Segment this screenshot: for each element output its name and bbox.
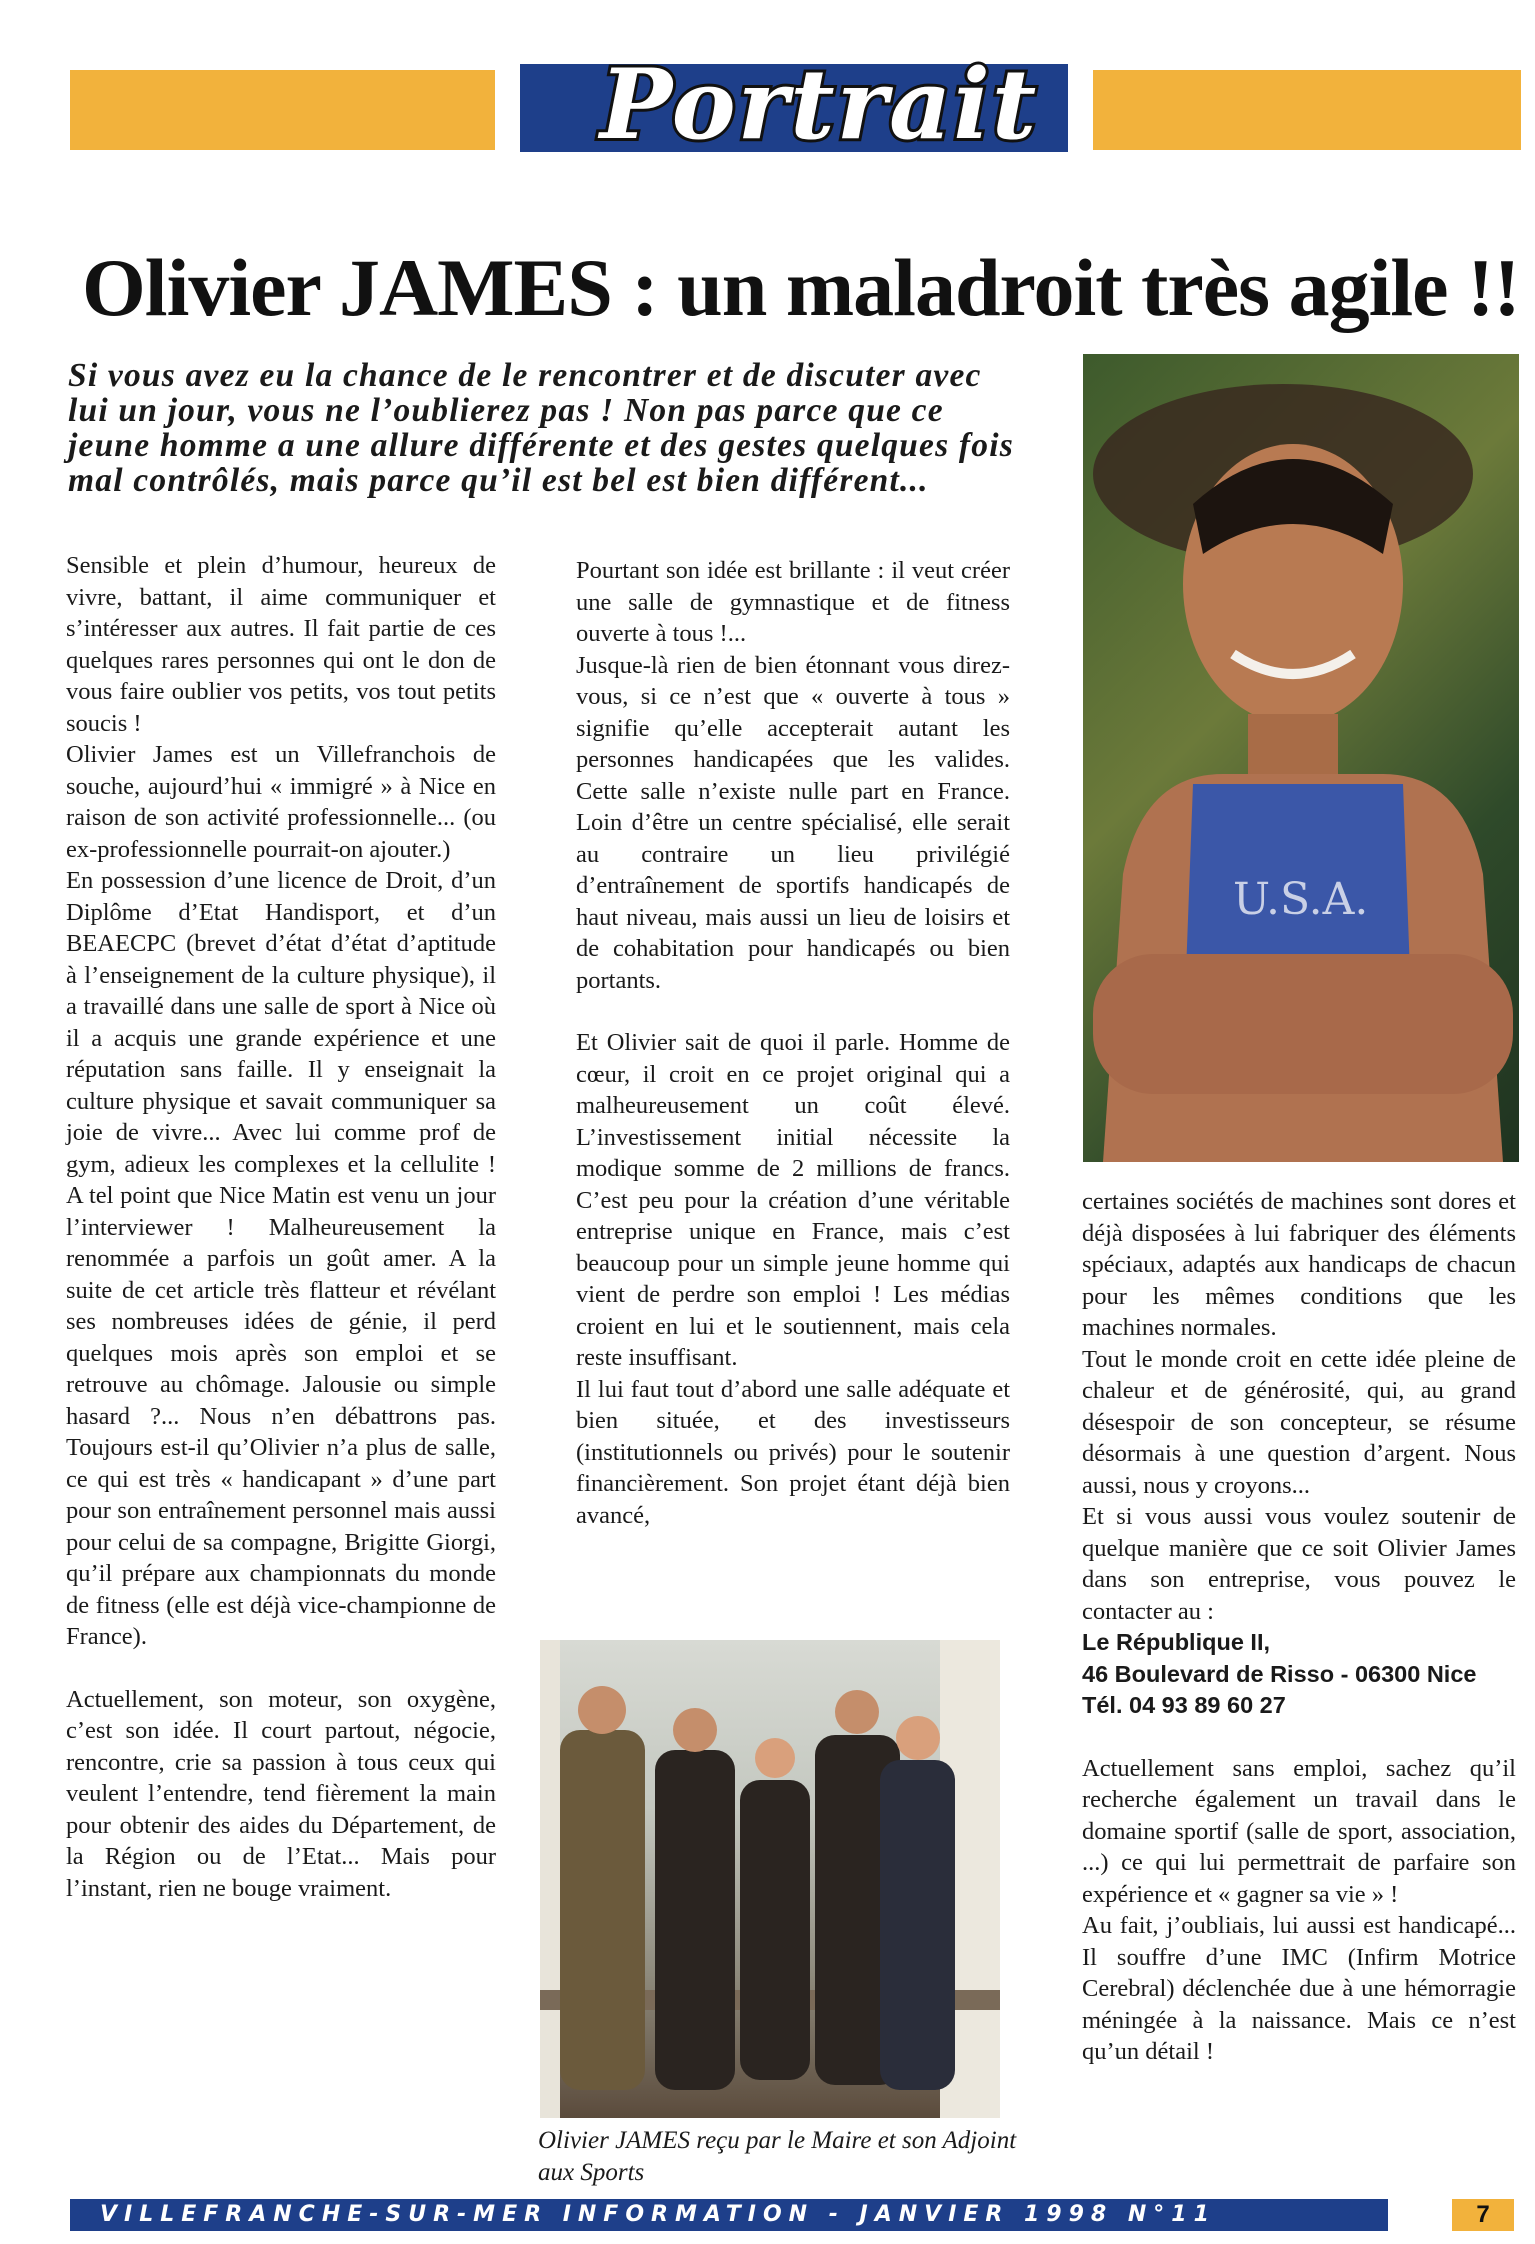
paragraph: Actuellement, son moteur, son oxygène, c’est son idée. Il court partout, négocie, rencontre, crie sa passion à tous ceux qui veulent l’entendre, tend fièrement la main pour obtenir des aides du Département, de la Région ou de l’Etat... Mais pour l’instant, rien ne bouge vraiment. <box>66 1685 496 1902</box>
paragraph: Il lui faut tout d’abord une salle adéquate et bien située, et des investisseurs (institutionnels ou privés) pour le soutenir financièrement. Son projet étant déjà bien avancé, <box>576 1375 1010 1529</box>
section-heading: Portrait <box>600 48 1039 161</box>
paragraph: En possession d’une licence de Droit, d’un Diplôme d’Etat Handisport, et d’un BEAECPC (brevet d’état d’état d’aptitude à l’enseignement de la culture physique), il a travaillé dans une salle de sport à Nice où il a acquis une grande expérience et une réputation sans faille. Il y enseignait la culture physique et savait communiquer sa joie de vivre... Avec lui comme prof de gym, adieux les complexes et la cellulite ! A tel point que Nice Matin est venu un jour l’interviewer ! Malheureusement la renommée a parfois un goût amer. A la suite de cet article très flatteur et révélant ses nombreuses idées de génie, il perd quelques mois après son emploi et se retrouve au chômage. Jalousie ou simple hasard ?... Nous n’en débattrons pas. Toujours est-il qu’Olivier n’a plus de salle, ce qui est très « handicapant » d’une part pour son entraînement personnel mais aussi pour celui de sa compagne, Brigitte Giorgi, qu’il prépare aux championnats du monde de fitness (elle est déjà vice-championne de France). <box>66 867 496 1650</box>
paragraph: certaines sociétés de machines sont dores et déjà disposées à lui fabriquer des éléments spéciaux, adaptés aux handicaps de chacun pour les mêmes conditions que les machines normales. <box>1082 1188 1516 1341</box>
paragraph: Tout le monde croit en cette idée pleine de chaleur et de générosité, qui, au grand désespoir de son concepteur, se résume désormais à une question d’argent. Nous aussi, nous y croyons... <box>1082 1345 1516 1499</box>
contact-name: Le République II, <box>1082 1629 1271 1655</box>
photo-caption: Olivier JAMES reçu par le Maire et son Adjoint aux Sports <box>538 2127 1017 2186</box>
paragraph: Et si vous aussi vous voulez soutenir de quelque manière que ce soit Olivier James dans son entreprise, vous pouvez le contacter au : <box>1082 1503 1516 1625</box>
contact-address: 46 Boulevard de Risso - 06300 Nice <box>1082 1660 1477 1687</box>
footer-publication: VILLEFRANCHE-SUR-MER INFORMATION - JANVIER 1998 N°11 <box>100 2202 1216 2227</box>
paragraph: Pourtant son idée est brillante : il veut créer une salle de gymnastique et de fitness ouverte à tous !... <box>576 557 1010 647</box>
contact-phone: Tél. 04 93 89 60 27 <box>1082 1692 1286 1718</box>
article-column-1 <box>66 550 496 1904</box>
page-number: 7 <box>1452 2199 1514 2231</box>
paragraph: Sensible et plein d’humour, heureux de vivre, battant, il aime communiquer et s’intéresser aux autres. Il fait partie de ces quelques rares personnes qui ont le don de vous faire oublier vos petits, vos tout petits soucis ! <box>66 552 496 737</box>
paragraph: Et Olivier sait de quoi il parle. Homme de cœur, il croit en ce projet original qui a malheureusement un coût élevé. L’investissement initial nécessite la modique somme de 2 millions de francs. C’est peu pour la création d’une véritable entreprise unique en France, mais c’est beaucoup pour un simple jeune homme qui vient de perdre son emploi ! Les médias croient en lui et le soutiennent, mais cela reste insuffisant. <box>576 1029 1010 1371</box>
portrait-photo <box>1083 354 1519 1162</box>
paragraph: Au fait, j’oubliais, lui aussi est handicapé... Il souffre d’une IMC (Infirm Motrice Cerebral) déclenchée due à une hémorragie méningée à la naissance. Mais ce n’est qu’un détail ! <box>1082 1912 1516 2065</box>
header-stripe-left <box>70 70 495 150</box>
article-column-2 <box>576 555 1010 1531</box>
header-stripe-right <box>1093 70 1521 150</box>
group-photo-illustration <box>540 1640 1000 2118</box>
group-photo <box>540 1640 1000 2118</box>
paragraph: Jusque-là rien de bien étonnant vous direz-vous, si ce n’est que « ouverte à tous » signifie qu’elle accepterait autant les personnes handicapées que les valides. Cette salle n’existe nulle part en France. Loin d’être un centre spécialisé, elle serait au contraire un lieu privilégié d’entraînement de sportifs handicapés de haut niveau, mais aussi un lieu de loisirs et de cohabitation pour handicapés ou bien portants. <box>576 651 1010 994</box>
paragraph: Actuellement sans emploi, sachez qu’il recherche également un travail dans le domaine sportif (salle de sport, association, ...) ce qui lui permettrait de parfaire son expérience et « gagner sa vie » ! <box>1082 1754 1516 1908</box>
article-lead: Si vous avez eu la chance de le rencontrer et de discuter avec lui un jour, vous ne l’oublierez pas ! Non pas parce que ce jeune homme a une allure différente et des gestes quelques fois mal contrôlés, mais parce qu’il est bel est bien différent... <box>68 357 1014 499</box>
svg-text:U.S.A.: U.S.A. <box>1233 874 1369 925</box>
article-column-3 <box>1082 1186 1516 2068</box>
article-title: Olivier JAMES : un maladroit très agile !! <box>82 242 1520 333</box>
paragraph: Olivier James est un Villefranchois de souche, aujourd’hui « immigré » à Nice en raison de son activité professionnelle... (ou ex-professionnelle pourrait-on ajouter.) <box>66 741 496 863</box>
portrait-photo-illustration <box>1083 354 1519 1162</box>
